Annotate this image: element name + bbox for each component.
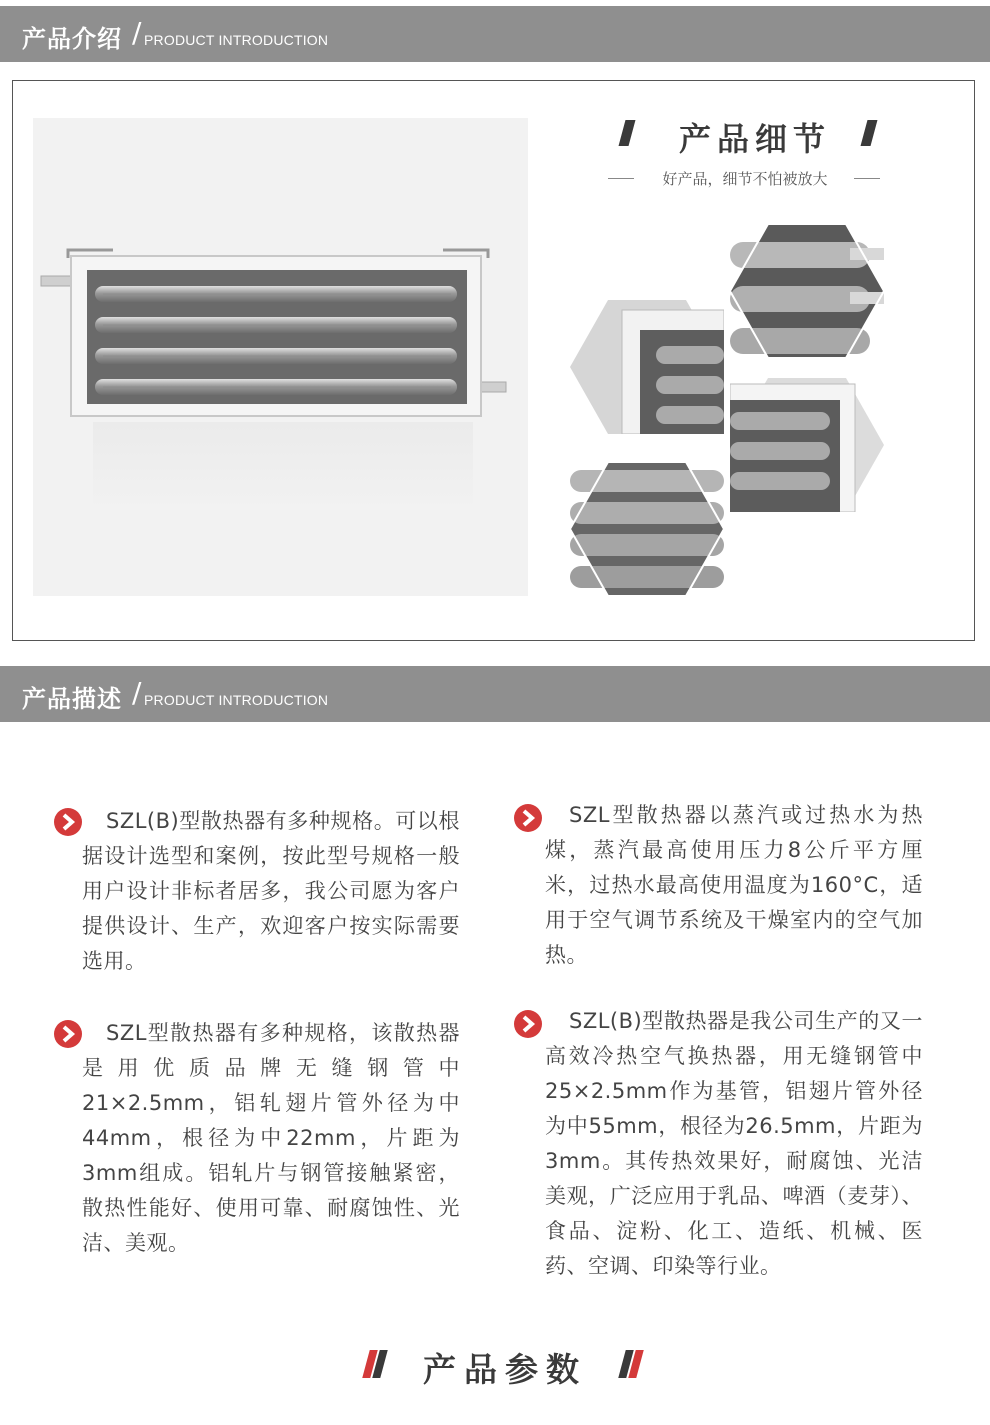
description-item-3 bbox=[545, 798, 923, 973]
detail-subtitle: 好产品，细节不怕被放大 bbox=[662, 170, 828, 188]
detail-title: 产品细节 bbox=[678, 120, 831, 158]
detail-image-hex-1 bbox=[730, 224, 884, 358]
description-text: SZL型散热器以蒸汽或过热水为热煤，蒸汽最高使用压力8公斤平方厘米，过热水最高使用温度为160°C，适用于空气调节系统及干燥室内的空气加热。 bbox=[545, 803, 923, 967]
detail-subtitle-row bbox=[600, 168, 890, 190]
chevron-right-icon bbox=[54, 1020, 82, 1048]
radiator-illustration bbox=[33, 118, 528, 596]
product-image bbox=[33, 118, 528, 596]
description-item-1 bbox=[82, 804, 460, 979]
chevron-right-icon bbox=[514, 1010, 542, 1038]
description-text: SZL型散热器有多种规格，该散热器是用优质品牌无缝钢管中21×2.5mm，铝轧翅片管外径为中44mm，根径为中22mm，片距为3mm组成。铝轧片与钢管接触紧密，散热性能好、使用可靠、耐腐蚀性、光洁、美观。 bbox=[82, 1021, 460, 1255]
section-title-slash: / bbox=[132, 16, 142, 49]
section-title-cn: 产品介绍 bbox=[22, 25, 122, 53]
description-text: SZL(B)型散热器有多种规格。可以根据设计选型和案例，按此型号规格一般用户设计非标者居多，我公司愿为客户提供设计、生产，欢迎客户按实际需要选用。 bbox=[82, 809, 460, 973]
detail-heading bbox=[600, 110, 910, 160]
section-header-description bbox=[0, 666, 990, 722]
detail-image-hex-3 bbox=[730, 378, 884, 512]
chevron-right-icon bbox=[514, 804, 542, 832]
params-title: 产品参数 bbox=[423, 1350, 587, 1389]
detail-image-hex-2 bbox=[570, 300, 724, 434]
section-title-slash: / bbox=[132, 676, 142, 709]
section-title-cn: 产品描述 bbox=[22, 685, 122, 713]
description-item-4 bbox=[545, 1004, 923, 1284]
chevron-right-icon bbox=[54, 808, 82, 836]
section-title-en: PRODUCT INTRODUCTION bbox=[144, 32, 329, 48]
section-title-en: PRODUCT INTRODUCTION bbox=[144, 692, 329, 708]
description-text: SZL(B)型散热器是我公司生产的又一高效冷热空气换热器，用无缝钢管中25×2.5mm作为基管，铝翅片管外径为中55mm，根径为26.5mm，片距为3mm。其传热效果好，耐腐蚀、光洁美观，广泛应用于乳品、啤酒（麦芽）、食品、淀粉、化工、造纸、机械、医药、空调、印染等行业。 bbox=[545, 1009, 923, 1278]
subtitle-dash-right bbox=[854, 178, 880, 179]
section-header-intro bbox=[0, 6, 990, 62]
params-heading bbox=[360, 1340, 650, 1390]
detail-image-hex-4 bbox=[570, 462, 724, 596]
description-item-2 bbox=[82, 1016, 460, 1261]
